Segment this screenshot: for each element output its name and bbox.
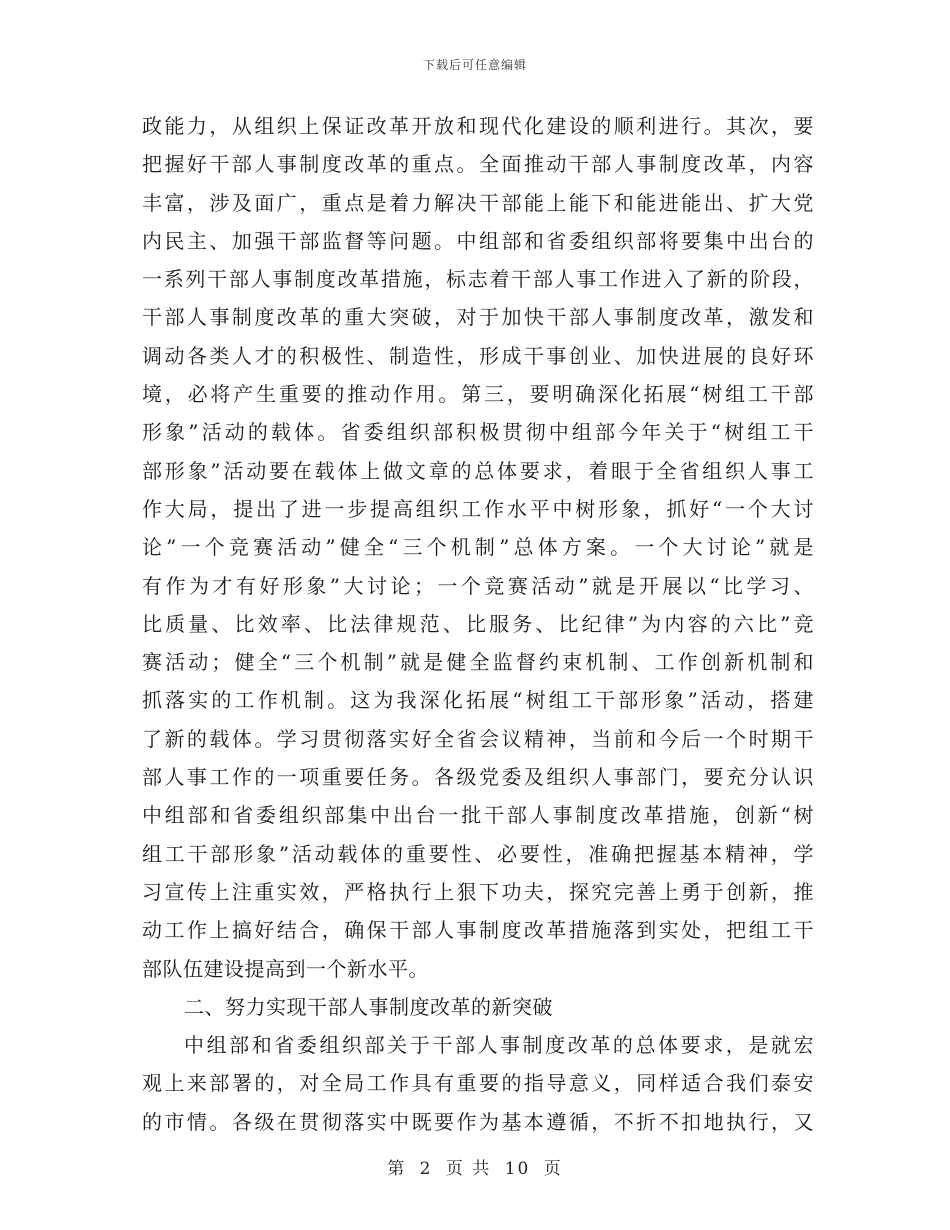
body-line: 组工干部形象”活动载体的重要性、必要性，准确把握基本精神，学 xyxy=(142,841,814,866)
footer-prefix: 第 xyxy=(387,1159,407,1179)
body-line: 中组部和省委组织部关于干部人事制度改革的总体要求，是就宏 xyxy=(184,1033,814,1058)
document-body xyxy=(142,107,814,1141)
footer-suffix: 页 xyxy=(543,1159,563,1179)
body-line: 了新的载体。学习贯彻落实好全省会议精神，当前和今后一个时期干 xyxy=(142,726,814,751)
body-line: 干部人事制度改革的重大突破，对于加快干部人事制度改革，激发和 xyxy=(142,305,814,330)
body-line: 把握好干部人事制度改革的重点。全面推动干部人事制度改革，内容 xyxy=(142,152,814,177)
section-heading: 二、努力实现干部人事制度改革的新突破 xyxy=(184,994,553,1019)
body-line: 抓落实的工作机制。这为我深化拓展“树组工干部形象”活动，搭建 xyxy=(142,688,814,713)
body-line: 比质量、比效率、比法律规范、比服务、比纪律”为内容的六比”竞 xyxy=(142,611,814,636)
body-line: 观上来部署的，对全局工作具有重要的指导意义，同样适合我们泰安 xyxy=(142,1071,814,1096)
current-page-number: 2 xyxy=(419,1159,433,1179)
body-line: 内民主、加强干部监督等问题。中组部和省委组织部将要集中出台的 xyxy=(142,228,814,253)
body-line: 的市情。各级在贯彻落实中既要作为基本遵循，不折不扣地执行，又 xyxy=(142,1109,814,1134)
footer-mid: 页 共 xyxy=(445,1159,492,1179)
body-line: 调动各类人才的积极性、制造性，形成干事创业、加快进展的良好环 xyxy=(142,343,814,368)
body-line: 动工作上搞好结合，确保干部人事制度改革措施落到实处，把组工干 xyxy=(142,918,814,943)
body-line: 丰富，涉及面广，重点是着力解决干部能上能下和能进能出、扩大党 xyxy=(142,190,814,215)
body-line: 境，必将产生重要的推动作用。第三，要明确深化拓展“树组工干部 xyxy=(142,382,814,407)
body-line: 论”一个竞赛活动”健全“三个机制”总体方案。一个大讨论”就是 xyxy=(142,535,814,560)
body-line: 政能力，从组织上保证改革开放和现代化建设的顺利进行。其次，要 xyxy=(142,114,814,138)
body-line: 一系列干部人事制度改革措施，标志着干部人事工作进入了新的阶段， xyxy=(142,267,814,292)
page-header: 下载后可任意编辑 xyxy=(422,58,527,72)
body-line: 作大局，提出了进一步提高组织工作水平中树形象，抓好“一个大讨 xyxy=(142,496,814,521)
total-page-count: 10 xyxy=(504,1159,531,1179)
body-line: 中组部和省委组织部集中出台一批干部人事制度改革措施，创新“树 xyxy=(142,803,814,828)
body-line: 赛活动；健全“三个机制”就是健全监督约束机制、工作创新机制和 xyxy=(142,650,814,675)
body-line: 部形象”活动要在载体上做文章的总体要求，着眼于全省组织人事工 xyxy=(142,458,814,483)
body-line: 部人事工作的一项重要任务。各级党委及组织人事部门，要充分认识 xyxy=(142,765,814,790)
body-line: 有作为才有好形象”大讨论；一个竞赛活动”就是开展以“比学习、 xyxy=(142,573,814,598)
page-footer xyxy=(0,1154,950,1179)
body-line: 形象”活动的载体。省委组织部积极贯彻中组部今年关于“树组工干 xyxy=(142,420,814,445)
body-line: 部队伍建设提高到一个新水平。 xyxy=(142,956,429,981)
body-line: 习宣传上注重实效，严格执行上狠下功夫，探究完善上勇于创新，推 xyxy=(142,879,814,904)
